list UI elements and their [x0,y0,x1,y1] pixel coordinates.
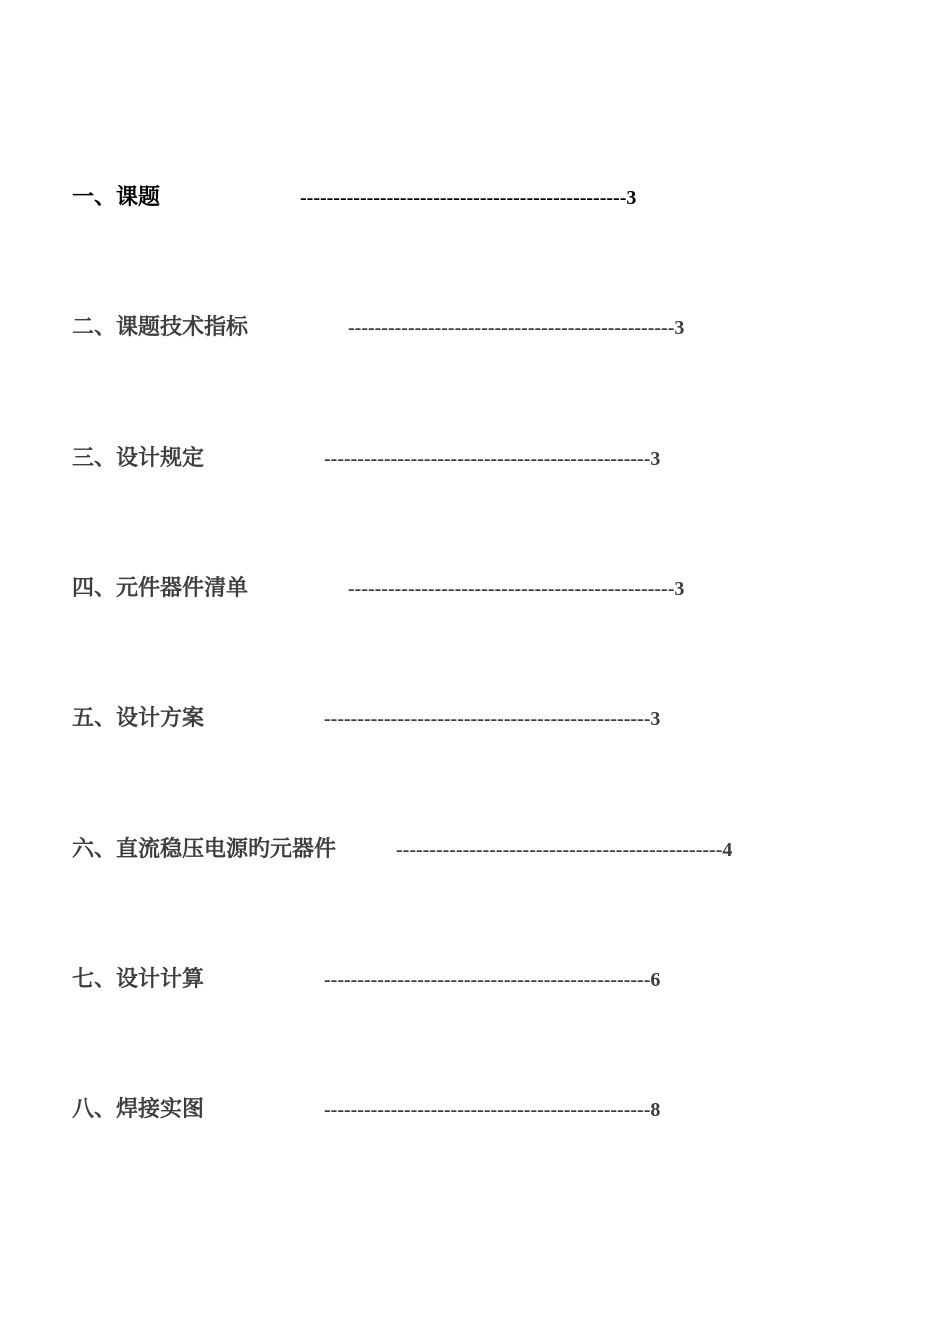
toc-entry-title: 三、设计规定 [72,446,205,471]
toc-entry-4 [72,574,892,604]
toc-entry-leader: -------------------------------------------------3 [300,187,637,209]
toc-entry-6 [72,835,892,865]
toc-entry-leader: -------------------------------------------------4 [396,839,733,861]
toc-entry-leader: -------------------------------------------------3 [324,708,661,730]
toc-entry-7 [72,965,892,995]
toc-entry-leader: -------------------------------------------------6 [324,969,661,991]
toc-entry-leader: -------------------------------------------------3 [348,317,685,339]
toc-entry-leader: -------------------------------------------------8 [324,1099,661,1121]
toc-entry-title: 四、元件器件清单 [72,576,249,601]
toc-entry-title: 六、直流稳压电源旳元器件 [72,837,337,862]
toc-entry-leader: -------------------------------------------------3 [348,578,685,600]
toc-entry-title: 二、课题技术指标 [72,315,249,340]
toc-entry-leader: -------------------------------------------------3 [324,448,661,470]
toc-entry-2 [72,313,892,343]
toc-entry-title: 一、课题 [72,185,161,210]
toc-entry-1 [72,183,892,213]
toc-entry-5 [72,704,892,734]
toc-entry-title: 七、设计计算 [72,967,205,992]
toc-entry-3 [72,444,892,474]
toc-entry-title: 五、设计方案 [72,706,205,731]
toc-entry-8 [72,1095,892,1125]
toc-entry-title: 八、焊接实图 [72,1097,205,1122]
